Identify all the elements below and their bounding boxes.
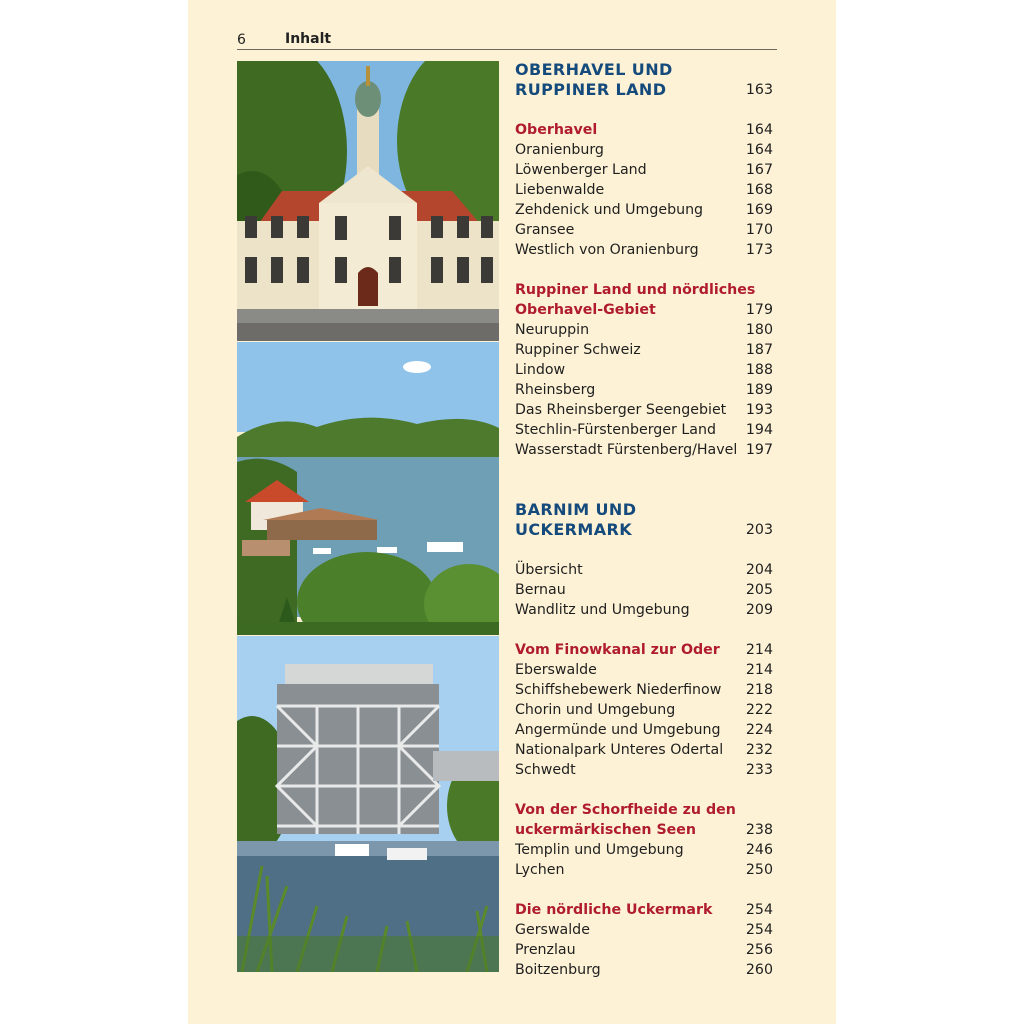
entry-page-number: 204 (745, 562, 773, 578)
entry-label: Eberswalde (515, 662, 597, 678)
entry-page-number: 180 (745, 322, 773, 338)
spacer (515, 540, 775, 560)
entry-page-number: 170 (745, 222, 773, 238)
entry-page-number: 168 (745, 182, 773, 198)
entry-page-number: 218 (745, 682, 773, 698)
entry-label: Chorin und Umgebung (515, 702, 676, 718)
toc-entry[interactable] (515, 560, 775, 580)
toc-entry[interactable] (515, 220, 775, 240)
entry-label: Nationalpark Unteres Odertal (515, 742, 724, 758)
entry-page-number: 169 (745, 202, 773, 218)
toc-entry[interactable] (515, 720, 775, 740)
lake-photo (237, 342, 499, 635)
toc-entry[interactable] (515, 420, 775, 440)
entry-page-number: 254 (745, 922, 773, 938)
section-heading[interactable] (515, 640, 775, 660)
toc-entry[interactable] (515, 960, 775, 980)
entry-page-number: 256 (745, 942, 773, 958)
section-title: Die nördliche Uckermark (515, 902, 713, 918)
entry-label: Prenzlau (515, 942, 576, 958)
entry-label: Bernau (515, 582, 566, 598)
toc-entry[interactable] (515, 440, 775, 460)
entry-label: Oranienburg (515, 142, 604, 158)
chapter-page-number: 203 (745, 522, 773, 538)
spacer (515, 260, 775, 280)
entry-page-number: 164 (745, 142, 773, 158)
entry-page-number: 232 (745, 742, 773, 758)
section-page-number: 179 (745, 302, 773, 318)
section-title: Ruppiner Land und nördliches (515, 282, 756, 298)
entry-page-number: 222 (745, 702, 773, 718)
spacer (515, 100, 775, 120)
toc-entry[interactable] (515, 920, 775, 940)
entry-page-number: 224 (745, 722, 773, 738)
toc-entry[interactable] (515, 360, 775, 380)
entry-label: Templin und Umgebung (515, 842, 684, 858)
chapter-title-line: UCKERMARK (515, 520, 633, 539)
toc-entry[interactable] (515, 380, 775, 400)
page-header (237, 31, 777, 50)
section-heading[interactable] (515, 800, 775, 820)
section-heading[interactable] (515, 120, 775, 140)
section-heading[interactable] (515, 900, 775, 920)
entry-page-number: 193 (745, 402, 773, 418)
entry-label: Wasserstadt Fürstenberg/Havel (515, 442, 738, 458)
spacer (515, 780, 775, 800)
toc-entry[interactable] (515, 580, 775, 600)
entry-label: Rheinsberg (515, 382, 596, 398)
entry-page-number: 167 (745, 162, 773, 178)
section-heading[interactable] (515, 820, 775, 840)
section-heading[interactable] (515, 300, 775, 320)
spacer (515, 880, 775, 900)
entry-label: Wandlitz und Umgebung (515, 602, 690, 618)
entry-page-number: 214 (745, 662, 773, 678)
entry-page-number: 194 (745, 422, 773, 438)
toc-entry[interactable] (515, 400, 775, 420)
entry-page-number: 250 (745, 862, 773, 878)
chapter-title-line: OBERHAVEL UND (515, 60, 673, 79)
entry-label: Gransee (515, 222, 575, 238)
section-title: Von der Schorfheide zu den (515, 802, 736, 818)
chapter-heading[interactable] (515, 520, 775, 540)
entry-label: Lychen (515, 862, 565, 878)
entry-label: Löwenberger Land (515, 162, 647, 178)
schloss-photo (237, 61, 499, 341)
entry-label: Westlich von Oranienburg (515, 242, 699, 258)
section-page-number: 254 (745, 902, 773, 918)
entry-page-number: 189 (745, 382, 773, 398)
entry-page-number: 187 (745, 342, 773, 358)
toc-entry[interactable] (515, 860, 775, 880)
chapter-heading[interactable] (515, 60, 775, 80)
entry-label: Stechlin-Fürstenberger Land (515, 422, 716, 438)
entry-label: Schwedt (515, 762, 576, 778)
section-page-number: 238 (745, 822, 773, 838)
spacer (515, 620, 775, 640)
entry-label: Übersicht (515, 562, 583, 578)
page-number: 6 (237, 32, 246, 48)
chapter-heading[interactable] (515, 500, 775, 520)
entry-page-number: 205 (745, 582, 773, 598)
entry-label: Schiffshebewerk Niederfinow (515, 682, 722, 698)
entry-page-number: 209 (745, 602, 773, 618)
toc-entry[interactable] (515, 940, 775, 960)
section-title: Oberhavel-Gebiet (515, 302, 656, 318)
entry-label: Angermünde und Umgebung (515, 722, 721, 738)
entry-page-number: 246 (745, 842, 773, 858)
section-title: uckermärkischen Seen (515, 822, 697, 838)
toc-entry[interactable] (515, 700, 775, 720)
entry-label: Zehdenick und Umgebung (515, 202, 704, 218)
toc-entry[interactable] (515, 240, 775, 260)
section-heading[interactable] (515, 280, 775, 300)
toc-entry[interactable] (515, 660, 775, 680)
toc-entry[interactable] (515, 680, 775, 700)
entry-label: Das Rheinsberger Seengebiet (515, 402, 727, 418)
chapter-title-line: RUPPINER LAND (515, 80, 667, 99)
entry-label: Boitzenburg (515, 962, 601, 978)
toc-entry[interactable] (515, 320, 775, 340)
entry-page-number: 233 (745, 762, 773, 778)
page-title: Inhalt (285, 31, 332, 47)
section-page-number: 164 (745, 122, 773, 138)
ship-lift-photo (237, 636, 499, 972)
toc-entry[interactable] (515, 760, 775, 780)
chapter-title-line: BARNIM UND (515, 500, 637, 519)
toc-entry[interactable] (515, 180, 775, 200)
entry-label: Lindow (515, 362, 566, 378)
toc-entry[interactable] (515, 600, 775, 620)
toc-entry[interactable] (515, 340, 775, 360)
toc-entry[interactable] (515, 200, 775, 220)
entry-label: Liebenwalde (515, 182, 605, 198)
chapter-page-number: 163 (745, 82, 773, 98)
entry-page-number: 173 (745, 242, 773, 258)
toc-entry[interactable] (515, 840, 775, 860)
section-page-number: 214 (745, 642, 773, 658)
entry-page-number: 188 (745, 362, 773, 378)
toc-entry[interactable] (515, 740, 775, 760)
chapter-heading[interactable] (515, 80, 775, 100)
toc-entry[interactable] (515, 160, 775, 180)
entry-page-number: 197 (745, 442, 773, 458)
table-of-contents (515, 60, 775, 980)
spacer (515, 460, 775, 500)
entry-label: Neuruppin (515, 322, 590, 338)
section-title: Oberhavel (515, 122, 598, 138)
entry-page-number: 260 (745, 962, 773, 978)
entry-label: Gerswalde (515, 922, 590, 938)
section-title: Vom Finowkanal zur Oder (515, 642, 720, 658)
toc-entry[interactable] (515, 140, 775, 160)
entry-label: Ruppiner Schweiz (515, 342, 641, 358)
